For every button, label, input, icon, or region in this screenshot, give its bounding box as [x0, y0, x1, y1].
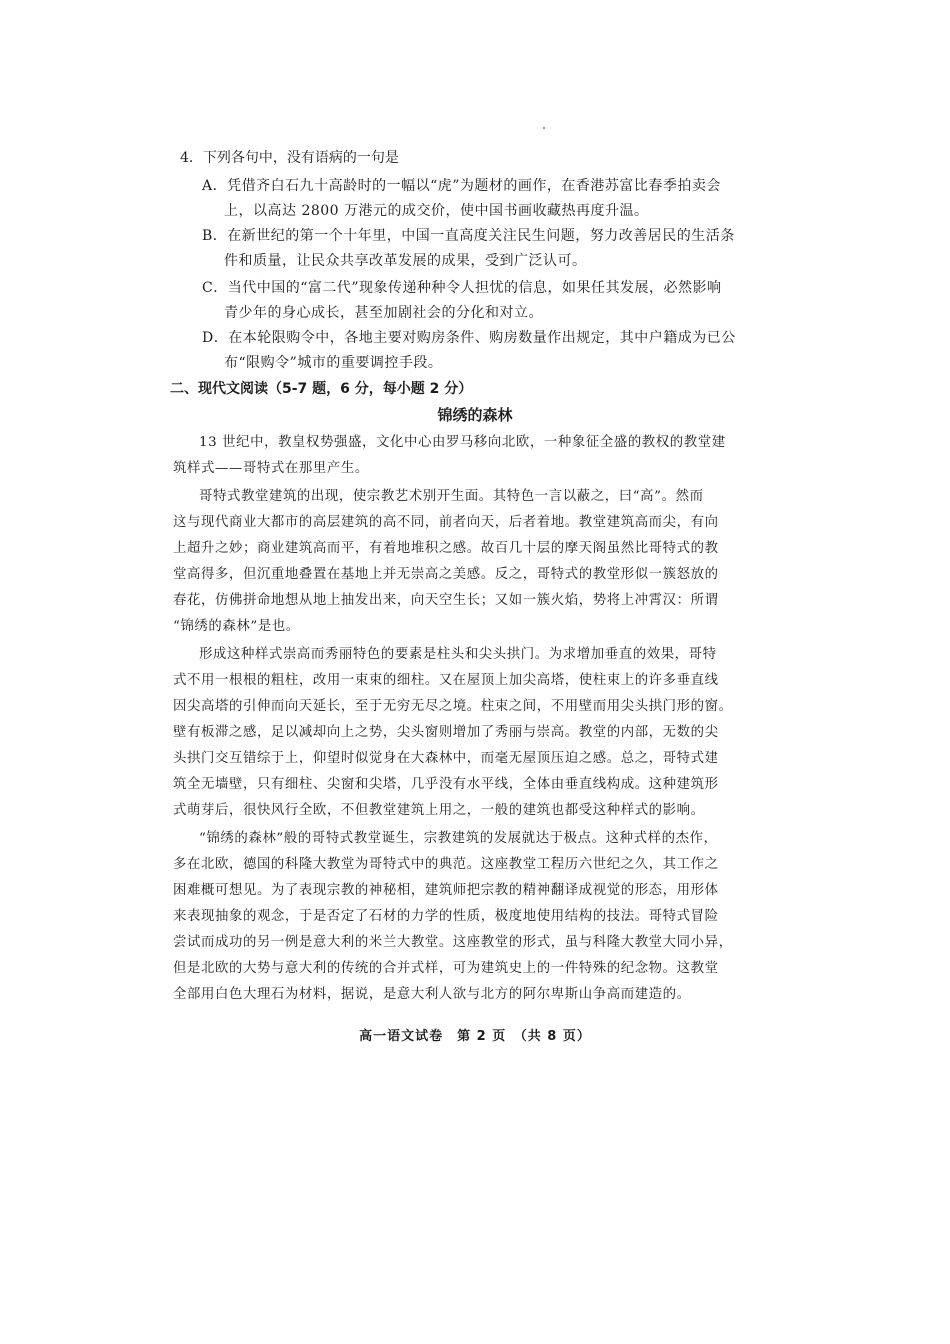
- paragraph-2: [173, 484, 753, 640]
- paragraph-line: 尝试而成功的另一例是意大利的米兰大教堂。这座教堂的形式，虽与科隆大教堂大同小异，: [173, 935, 733, 950]
- paragraph-line: 来表现抽象的观念，于是否定了石材的力学的性质，极度地使用结构的技法。哥特式冒险: [173, 909, 719, 924]
- option-a-line-1: A．凭借齐白石九十高龄时的一幅以“虎”为题材的画作，在香港苏富比春季拍卖会: [202, 178, 721, 194]
- paragraph-line: 式萌芽后，很快风行全欧，不但教堂建筑上用之，一般的建筑也都受这种样式的影响。: [173, 803, 705, 818]
- paragraph-line: 式不用一根根的粗柱，改用一束束的细柱。又在屋顶上加尖高塔，使柱束上的许多垂直线: [173, 673, 719, 688]
- section-heading: 二、现代文阅读（5-7 题，6 分，每小题 2 分）: [170, 381, 473, 397]
- option-d-line-2: 布“限购令”城市的重要调控手段。: [224, 355, 443, 371]
- paragraph-line: 筑全无墙壁，只有细柱、尖窗和尖塔，几乎没有水平线，全体由垂直线构成。这种建筑形: [173, 777, 719, 792]
- passage-title: 锦绣的森林: [437, 406, 513, 424]
- paragraph-line: 哥特式教堂建筑的出现，使宗教艺术别开生面。其特色一言以蔽之，曰“高”。然而: [199, 489, 704, 504]
- option-b-line-2: 件和质量，让民众共享改革发展的成果，受到广泛认可。: [224, 253, 587, 269]
- paragraph-line: 上超升之妙；商业建筑高而平，有着地堆积之感。故百几十层的摩天阁虽然比哥特式的教: [173, 541, 719, 556]
- option-d: [202, 326, 768, 376]
- scan-speck: [543, 127, 545, 129]
- paragraph-line: 堂高得多，但沉重地叠置在基地上并无崇高之美感。反之，哥特式的教堂形似一簇怒放的: [173, 567, 719, 582]
- paragraph-line: 形成这种样式崇高而秀丽特色的要素是柱头和尖头拱门。为求增加垂直的效果，哥特: [199, 647, 717, 662]
- paragraph-3: [173, 642, 753, 824]
- option-a-line-2: 上，以高达 2800 万港元的成交价，使中国书画收藏热再度升温。: [224, 203, 649, 219]
- paragraph-line: 困难概可想见。为了表现宗教的神秘相，建筑师把宗教的精神翻译成视觉的形态，用形体: [173, 883, 719, 898]
- option-c: [202, 276, 768, 326]
- paragraph-line: 因尖高塔的引伸而向天延长，至于无穷无尽之境。柱束之间，不用壁而用尖头拱门形的窗。: [173, 699, 733, 714]
- paragraph-line: 筑样式——哥特式在那里产生。: [173, 461, 369, 476]
- paragraph-line: 但是北欧的大势与意大利的传统的合并式样，可为建筑史上的一件特殊的纪念物。这教堂: [173, 961, 719, 976]
- paragraph-4: [173, 826, 753, 1008]
- option-d-line-1: D．在本轮限购令中，各地主要对购房条件、购房数量作出规定，其中户籍成为已公: [202, 330, 736, 346]
- paragraph-line: 头拱门交互错综于上，仰望时似觉身在大森林中，而毫无屋顶压迫之感。总之，哥特式建: [173, 751, 719, 766]
- page-footer: 高一语文试卷 第 2 页 （共 8 页）: [359, 1029, 591, 1044]
- paragraph-1: [173, 430, 753, 482]
- option-b-line-1: B．在新世纪的第一个十年里，中国一直高度关注民生问题，努力改善居民的生活条: [202, 228, 735, 244]
- paragraph-line: 春花，仿佛拼命地想从地上抽发出来，向天空生长；又如一簇火焰，势将上冲霄汉：所谓: [173, 593, 719, 608]
- paragraph-line: “锦绣的森林”是也。: [173, 619, 300, 634]
- option-b: [202, 224, 768, 274]
- option-c-line-1: C．当代中国的“富二代”现象传递种种令人担忧的信息，如果任其发展，必然影响: [202, 280, 722, 296]
- paragraph-line: 多在北欧，德国的科隆大教堂为哥特式中的典范。这座教堂工程历六世纪之久，其工作之: [173, 857, 719, 872]
- paragraph-line: 这与现代商业大都市的高层建筑的高不同，前者向天，后者着地。教堂建筑高而尖，有向: [173, 515, 719, 530]
- paragraph-line: 全部用白色大理石为材料，据说，是意大利人欲与北方的阿尔卑斯山争高而建造的。: [173, 987, 691, 1002]
- option-c-line-2: 青少年的身心成长，甚至加剧社会的分化和对立。: [224, 305, 543, 321]
- paragraph-line: 壁有板滞之感，足以减却向上之势，尖头窗则增加了秀丽与崇高。教堂的内部，无数的尖: [173, 725, 719, 740]
- option-a: [202, 174, 768, 224]
- paragraph-line: 13 世纪中，教皇权势强盛，文化中心由罗马移向北欧，一种象征全盛的教权的教堂建: [199, 435, 726, 450]
- paragraph-line: “锦绣的森林”般的哥特式教堂诞生，宗教建筑的发展就达于极点。这种式样的杰作，: [199, 831, 718, 846]
- question-4-stem: 4．下列各句中，没有语病的一句是: [180, 150, 399, 166]
